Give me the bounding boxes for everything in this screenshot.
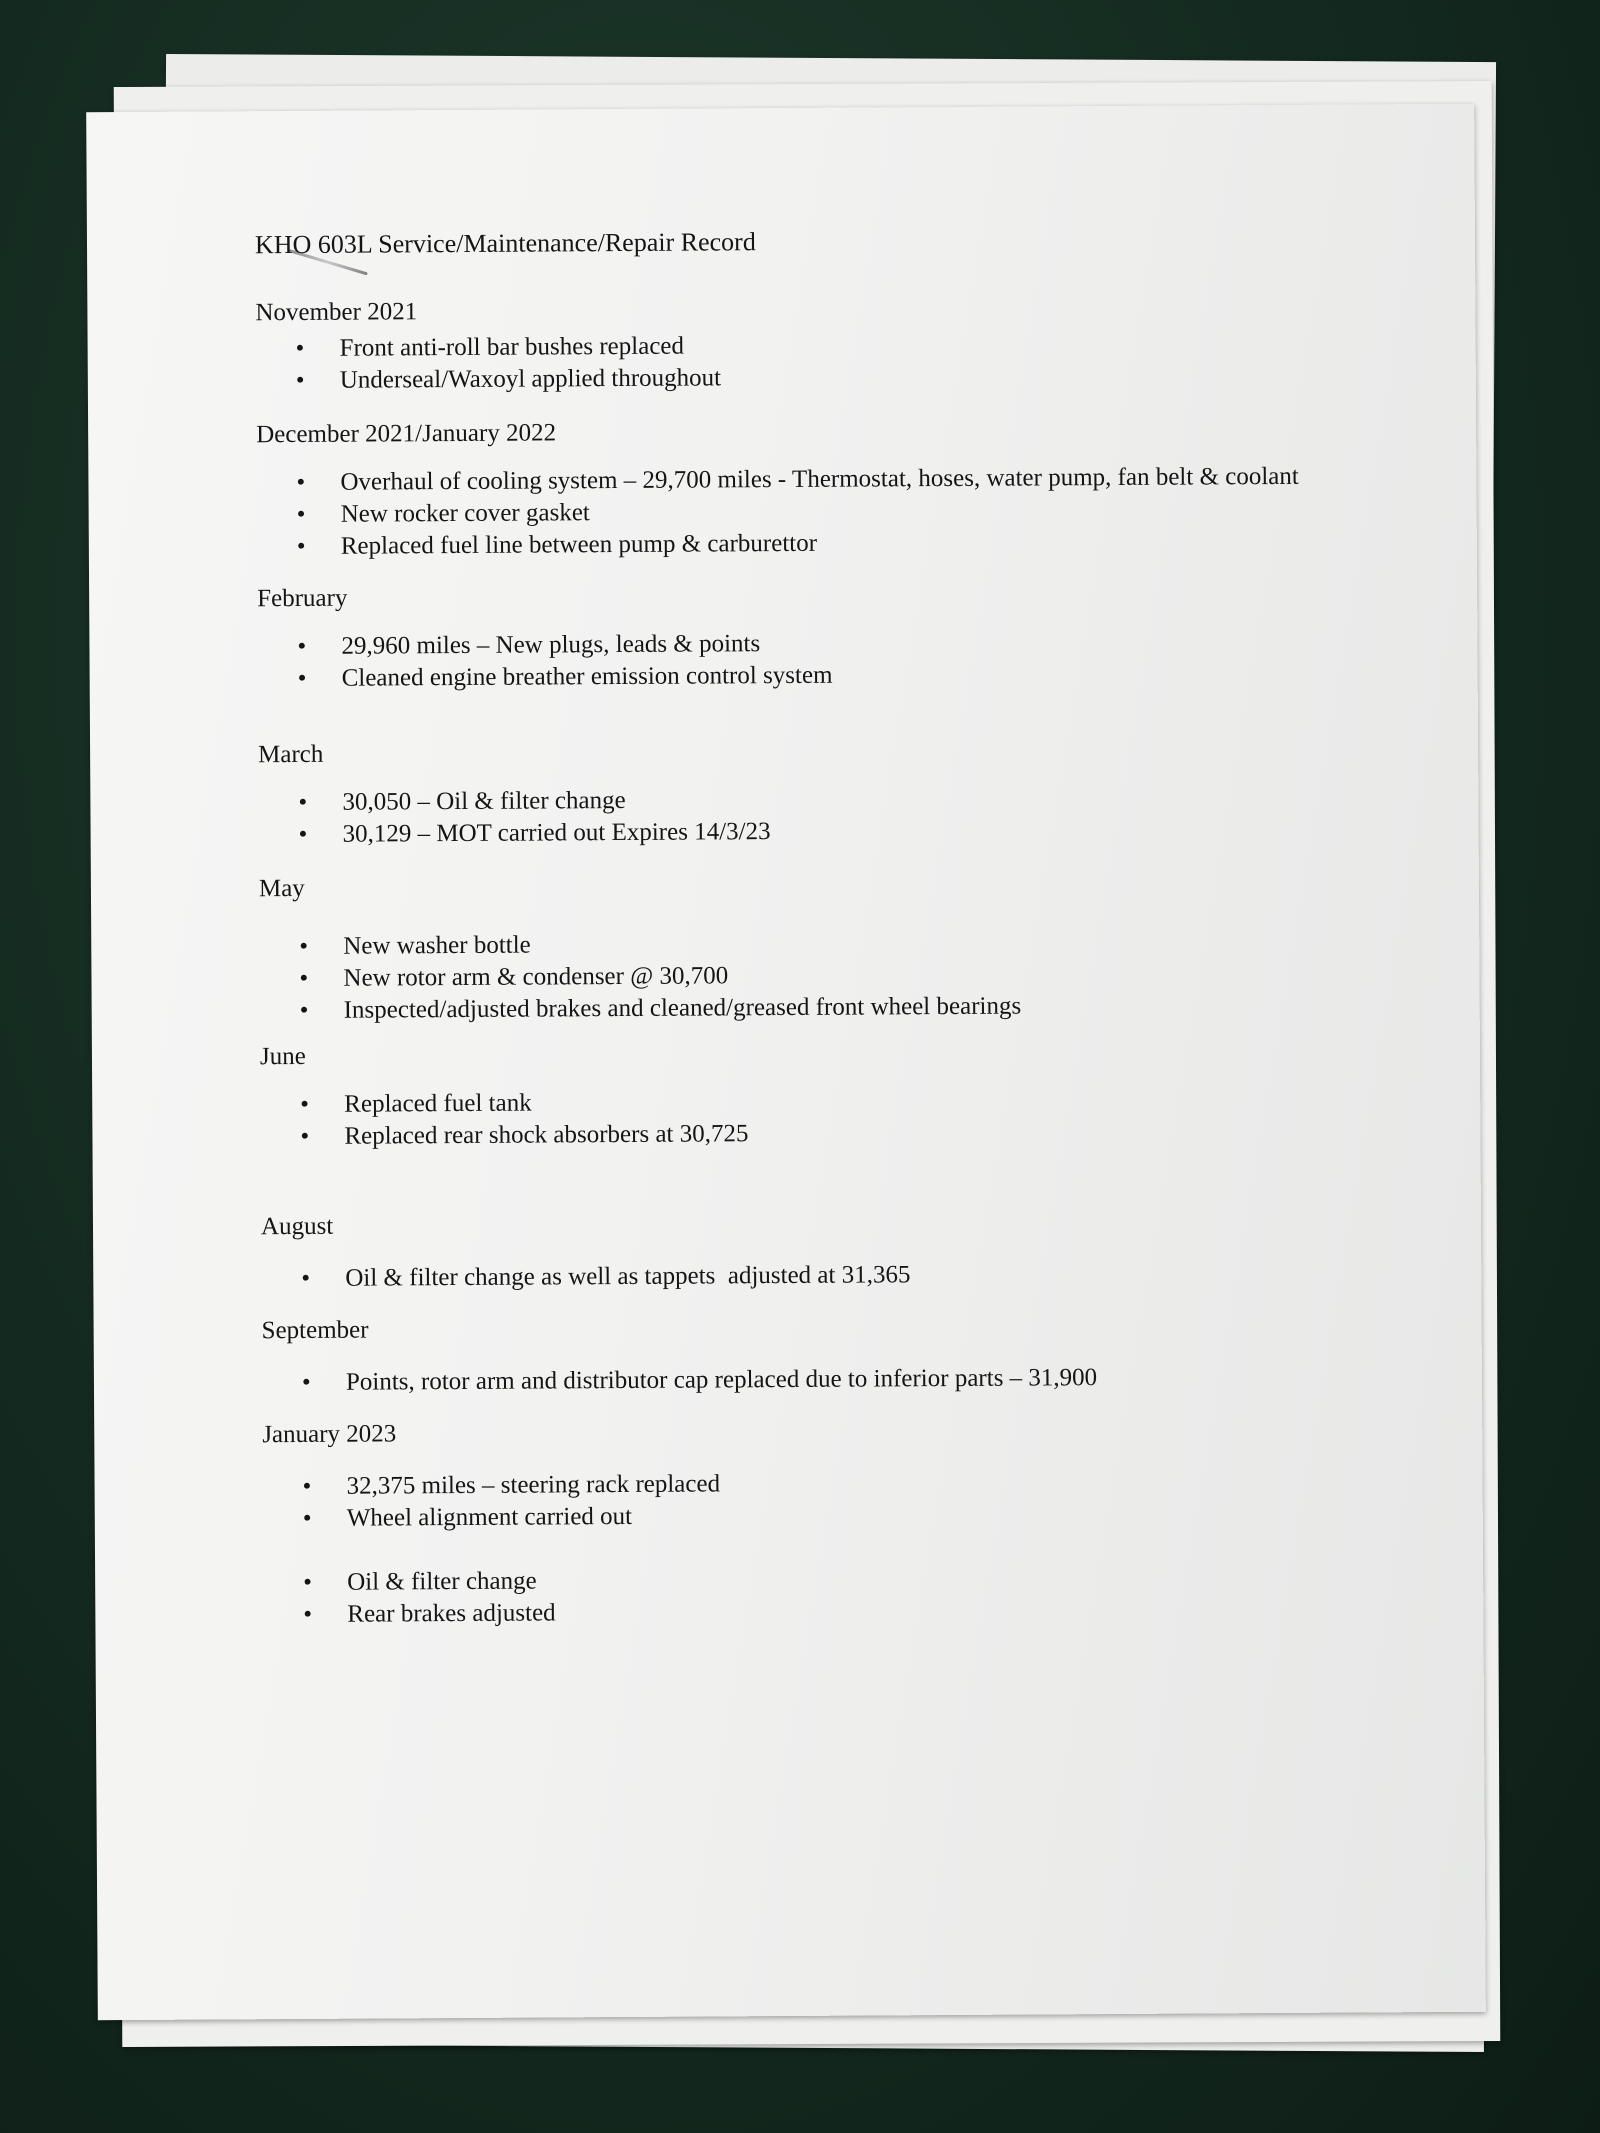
item-text: New washer bottle xyxy=(343,931,531,960)
list-item xyxy=(258,656,1408,695)
list-item xyxy=(260,988,1410,1027)
item-text: Front anti-roll bar bushes replaced xyxy=(339,332,685,362)
section-heading: September xyxy=(261,1316,369,1345)
item-text: 32,375 miles – steering rack replaced xyxy=(346,1470,721,1500)
section-list xyxy=(257,624,1407,695)
item-text: New rotor arm & condenser @ 30,700 xyxy=(343,962,729,992)
document-title: KHO 603L Service/Maintenance/Repair Record xyxy=(254,227,756,260)
section-heading: August xyxy=(260,1212,334,1241)
paper-sheet-front xyxy=(86,104,1486,2020)
bullet-icon: • xyxy=(298,788,308,816)
section-list xyxy=(260,1082,1410,1153)
section-list xyxy=(256,460,1407,563)
bullet-icon: • xyxy=(299,932,309,960)
section-list xyxy=(262,1464,1412,1535)
section-list xyxy=(261,1256,1411,1295)
section-heading: November 2021 xyxy=(255,298,418,327)
section-list xyxy=(263,1560,1413,1631)
section-heading: February xyxy=(257,584,348,613)
list-item xyxy=(263,1592,1413,1631)
list-item xyxy=(256,358,1406,397)
section-list xyxy=(256,326,1406,397)
bullet-icon: • xyxy=(296,500,306,528)
item-text: 30,129 – MOT carried out Expires 14/3/23 xyxy=(342,818,771,848)
section-heading: January 2023 xyxy=(262,1420,397,1449)
list-item xyxy=(259,812,1409,851)
item-text: Wheel alignment carried out xyxy=(346,1502,633,1532)
list-item xyxy=(257,524,1407,563)
bullet-icon: • xyxy=(296,532,306,560)
bullet-icon: • xyxy=(303,1600,313,1628)
item-text: 29,960 miles – New plugs, leads & points xyxy=(341,630,761,660)
item-text: Inspected/adjusted brakes and cleaned/greased front wheel bearings xyxy=(343,992,1022,1024)
item-text: New rocker cover gasket xyxy=(340,499,590,528)
item-text: Replaced fuel line between pump & carburettor xyxy=(340,529,818,560)
record-content xyxy=(255,222,1414,1631)
item-text: Overhaul of cooling system – 29,700 miles - Thermostat, hoses, water pump, fan belt & coolant xyxy=(340,462,1299,496)
bullet-icon: • xyxy=(299,964,309,992)
section-list xyxy=(262,1360,1412,1399)
section-list xyxy=(259,924,1410,1027)
list-item xyxy=(260,1114,1410,1153)
list-item xyxy=(263,1496,1413,1535)
bullet-icon: • xyxy=(299,996,309,1024)
section-heading: May xyxy=(258,874,305,903)
bullet-icon: • xyxy=(303,1568,313,1596)
section-list xyxy=(258,780,1408,851)
bullet-icon: • xyxy=(295,366,305,394)
item-text: 30,050 – Oil & filter change xyxy=(342,786,626,816)
bullet-icon: • xyxy=(296,468,306,496)
bullet-icon: • xyxy=(297,664,307,692)
list-item xyxy=(262,1360,1412,1399)
item-text: Oil & filter change as well as tappets adjusted at 31,365 xyxy=(345,1261,911,1292)
section-heading: June xyxy=(259,1042,306,1071)
bullet-icon: • xyxy=(300,1090,310,1118)
bullet-icon: • xyxy=(302,1472,312,1500)
bullet-icon: • xyxy=(301,1264,311,1292)
bullet-icon: • xyxy=(302,1504,312,1532)
section-heading: March xyxy=(258,740,324,769)
section-heading: December 2021/January 2022 xyxy=(256,419,557,449)
item-text: Replaced rear shock absorbers at 30,725 xyxy=(344,1120,749,1150)
bullet-icon: • xyxy=(297,632,307,660)
bullet-icon: • xyxy=(295,334,305,362)
bullet-icon: • xyxy=(300,1122,310,1150)
item-text: Underseal/Waxoyl applied throughout xyxy=(339,364,722,394)
bullet-icon: • xyxy=(298,820,308,848)
bullet-icon: • xyxy=(301,1368,311,1396)
list-item xyxy=(261,1256,1411,1295)
item-text: Oil & filter change xyxy=(347,1567,537,1596)
item-text: Rear brakes adjusted xyxy=(347,1599,556,1628)
item-text: Replaced fuel tank xyxy=(344,1089,532,1118)
item-text: Cleaned engine breather emission control system xyxy=(341,661,833,692)
item-text: Points, rotor arm and distributor cap replaced due to inferior parts – 31,900 xyxy=(345,1364,1098,1396)
